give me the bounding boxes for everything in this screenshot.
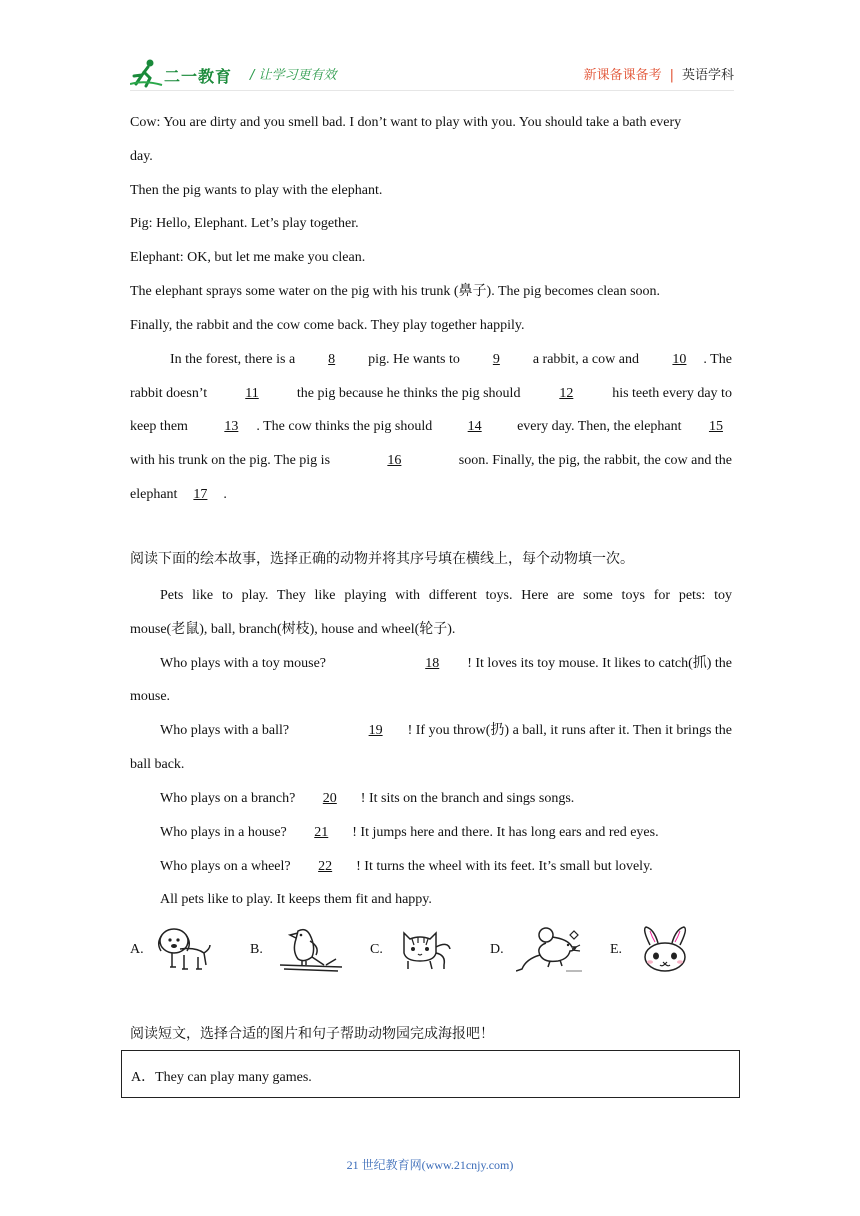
question-text: mouse.	[130, 689, 171, 704]
summary-text: . The cow thinks the pig should	[256, 419, 433, 434]
section2-paragraph: Pets like to play. They like playing with different toys. Here are some toys for pets: toy	[160, 588, 732, 603]
question-text: ball back.	[130, 757, 185, 772]
summary-text: the pig because he thinks the pig should	[296, 386, 521, 401]
option-c[interactable]	[370, 925, 460, 975]
summary-text: every day. Then, the elephant	[517, 419, 682, 434]
blank-11[interactable]: 11	[245, 386, 259, 401]
brand-logo	[130, 58, 250, 88]
option-label: C.	[370, 942, 383, 957]
summary-line	[130, 418, 732, 436]
question-text: Who plays on a wheel?	[160, 859, 291, 874]
option-label: A.	[130, 942, 144, 957]
question-text: ! It jumps here and there. It has long ears and red eyes.	[352, 825, 659, 840]
summary-text: his teeth every day to	[612, 386, 732, 401]
summary-text: soon. Finally, the pig, the rabbit, the cow and the	[458, 453, 732, 468]
poster-option-box	[121, 1050, 740, 1098]
option-b[interactable]	[250, 925, 346, 975]
question-19	[160, 722, 732, 740]
question-21	[160, 824, 732, 842]
option-a[interactable]	[130, 925, 220, 975]
question-text: ! If you throw(扔) a ball, it runs after it. Then it brings the	[407, 723, 732, 738]
kitten-icon	[398, 927, 454, 973]
story-line: Cow: You are dirty and you smell bad. I don’t want to play with you. You should take a bath every	[130, 115, 682, 130]
blank-16[interactable]: 16	[387, 453, 402, 468]
header-divider	[130, 90, 734, 91]
page-footer: 21 世纪教育网(www.21cnjy.com)	[346, 1158, 514, 1172]
question-18	[160, 655, 732, 673]
section2-closing: All pets like to play. It keeps them fit and happy.	[160, 892, 432, 907]
summary-text: a rabbit, a cow and	[532, 352, 639, 367]
section3-instruction: 阅读短文，选择合适的图片和句子帮助动物园完成海报吧！	[130, 1027, 494, 1042]
summary-text: pig. He wants to	[368, 352, 460, 367]
summary-line	[130, 486, 732, 504]
header-tagline: 新课备课备考	[583, 68, 662, 83]
logo-text: 二一教育	[164, 67, 233, 86]
runner-logo-icon	[130, 58, 164, 88]
question-20	[160, 790, 732, 808]
story-line: day.	[130, 149, 153, 164]
story-line: Finally, the rabbit and the cow come back. They play together happily.	[130, 318, 525, 333]
blank-15[interactable]: 15	[708, 419, 723, 434]
poster-option-a: A．They can play many games.	[131, 1070, 312, 1085]
blank-10[interactable]: 10	[672, 352, 687, 367]
story-line: Pig: Hello, Elephant. Let’s play together.	[130, 216, 359, 231]
blank-22[interactable]: 22	[318, 859, 333, 874]
question-22	[160, 858, 732, 876]
summary-line	[170, 351, 732, 369]
section2-instruction: 阅读下面的绘本故事，选择正确的动物并将其序号填在横线上，每个动物填一次。	[130, 552, 634, 567]
question-text: Who plays with a ball?	[160, 723, 290, 738]
bird-on-branch-icon	[276, 925, 346, 975]
option-e[interactable]	[610, 925, 700, 975]
option-label: D.	[490, 942, 504, 957]
summary-line	[130, 452, 732, 470]
summary-text: In the forest, there is a	[170, 352, 296, 367]
rabbit-icon	[636, 925, 694, 975]
section2-paragraph: mouse(老鼠), ball, branch(树枝), house and wheel(轮子).	[130, 622, 456, 637]
header-slogan: / 让学习更有效	[250, 68, 337, 83]
question-text: ! It turns the wheel with its feet. It’s small but lovely.	[356, 859, 653, 874]
summary-text: . The	[703, 352, 732, 367]
header-subject-name: 英语学科	[681, 68, 734, 83]
summary-text: with his trunk on the pig. The pig is	[130, 453, 331, 468]
blank-19[interactable]: 19	[368, 723, 383, 738]
summary-text: .	[223, 487, 227, 502]
question-text: ! It sits on the branch and sings songs.	[360, 791, 575, 806]
blank-13[interactable]: 13	[224, 419, 239, 434]
question-text: Who plays on a branch?	[160, 791, 296, 806]
summary-text: keep them	[130, 419, 188, 434]
summary-text: elephant	[130, 487, 178, 502]
mouse-icon	[516, 925, 586, 975]
option-label: B.	[250, 942, 263, 957]
puppy-icon	[152, 925, 214, 973]
blank-18[interactable]: 18	[425, 656, 440, 671]
blank-8[interactable]: 8	[328, 352, 336, 367]
blank-9[interactable]: 9	[492, 352, 500, 367]
blank-21[interactable]: 21	[314, 825, 329, 840]
story-line: Elephant: OK, but let me make you clean.	[130, 250, 366, 265]
summary-text: rabbit doesn’t	[130, 386, 208, 401]
story-line: The elephant sprays some water on the pig with his trunk (鼻子). The pig becomes clean soon.	[130, 284, 661, 299]
question-text: ! It loves its toy mouse. It likes to catch(抓) the	[467, 656, 732, 671]
summary-line	[130, 385, 732, 403]
page-header	[130, 56, 734, 90]
header-separator: |	[669, 68, 674, 83]
blank-20[interactable]: 20	[322, 791, 337, 806]
blank-12[interactable]: 12	[559, 386, 574, 401]
question-text: Who plays with a toy mouse?	[160, 656, 327, 671]
option-d[interactable]	[490, 925, 600, 975]
blank-14[interactable]: 14	[467, 419, 482, 434]
option-label: E.	[610, 942, 623, 957]
blank-17[interactable]: 17	[193, 487, 208, 502]
header-subject	[584, 64, 734, 83]
story-line: Then the pig wants to play with the elephant.	[130, 183, 383, 198]
question-text: Who plays in a house?	[160, 825, 287, 840]
